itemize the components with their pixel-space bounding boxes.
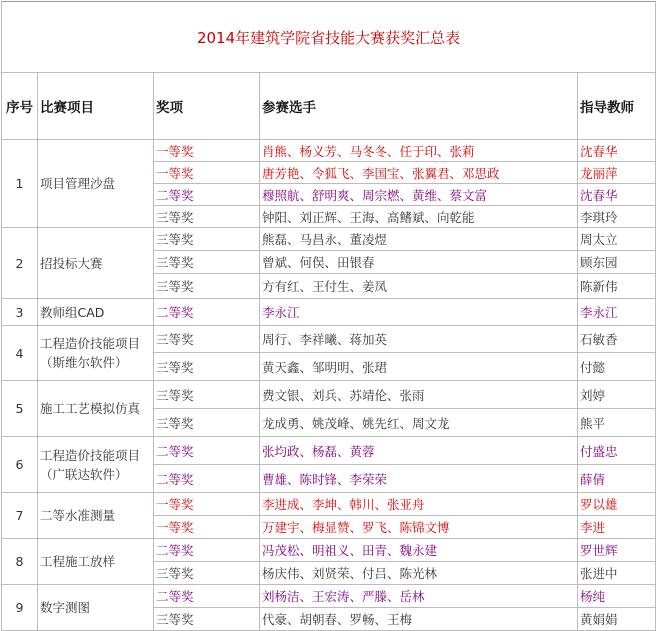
cell-award: 三等奖 [154,251,260,274]
cell-teacher: 付盛忠 [578,437,656,465]
cell-award: 一等奖 [154,140,260,162]
cell-players: 李进成、李坤、韩川、张亚舟 [260,493,578,516]
cell-teacher: 杨纯 [578,585,656,608]
cell-award: 三等奖 [154,381,260,409]
table-row [2,228,656,251]
cell-teacher: 黄娟娟 [578,608,656,631]
cell-award: 二等奖 [154,585,260,608]
cell-teacher: 李永江 [578,299,656,326]
header-teacher: 指导教师 [578,73,656,140]
table-row [2,299,656,326]
cell-event: 招投标大赛 [38,228,154,299]
cell-players: 曾斌、何俣、田银春 [260,251,578,274]
cell-players: 刘杨洁、王宏涛、严滕、岳林 [260,585,578,608]
cell-event: 工程造价技能项目（斯维尔软件） [38,326,154,381]
cell-teacher: 张进中 [578,562,656,585]
cell-teacher: 沈春华 [578,140,656,162]
cell-players: 万建宇、梅显赞、罗飞、陈锦文博 [260,516,578,539]
cell-event: 施工工艺模拟仿真 [38,381,154,437]
cell-players: 曹雄、陈时锋、李荣荣 [260,465,578,493]
cell-teacher: 顾东园 [578,251,656,274]
table-row [2,326,656,353]
cell-teacher: 罗以雄 [578,493,656,516]
award-table [1,1,656,631]
cell-no: 5 [2,381,38,437]
cell-players: 熊磊、马昌永、董凌煜 [260,228,578,251]
cell-award: 一等奖 [154,493,260,516]
table-row [2,539,656,562]
cell-no: 4 [2,326,38,381]
cell-event: 二等水准测量 [38,493,154,539]
cell-event: 项目管理沙盘 [38,140,154,228]
cell-award: 二等奖 [154,465,260,493]
award-summary-document [1,1,658,627]
table-row [2,437,656,465]
cell-players: 黄天鑫、邹明明、张珺 [260,353,578,381]
cell-award: 二等奖 [154,299,260,326]
table-row [2,140,656,162]
cell-teacher: 罗世辉 [578,539,656,562]
cell-teacher: 龙丽萍 [578,162,656,184]
cell-players: 李永江 [260,299,578,326]
cell-award: 三等奖 [154,326,260,353]
table-title: 2014年建筑学院省技能大赛获奖汇总表 [2,2,656,73]
cell-teacher: 周太立 [578,228,656,251]
cell-award: 三等奖 [154,562,260,585]
cell-teacher: 刘婷 [578,381,656,409]
header-award: 奖项 [154,73,260,140]
cell-no: 7 [2,493,38,539]
cell-event: 工程施工放样 [38,539,154,585]
cell-teacher: 石敏香 [578,326,656,353]
cell-award: 三等奖 [154,608,260,631]
cell-players: 张均政、杨磊、黄蓉 [260,437,578,465]
title-row [2,2,656,73]
cell-players: 周行、李祥曦、蒋加英 [260,326,578,353]
cell-players: 龙成勇、姚茂峰、姚先红、周文龙 [260,409,578,437]
cell-award: 三等奖 [154,353,260,381]
cell-teacher: 沈春华 [578,184,656,206]
cell-award: 三等奖 [154,228,260,251]
header-players: 参赛选手 [260,73,578,140]
cell-award: 二等奖 [154,184,260,206]
table-row [2,493,656,516]
header-no: 序号 [2,73,38,140]
cell-event: 数字测图 [38,585,154,631]
cell-no: 2 [2,228,38,299]
cell-players: 冯茂松、明祖义、田青、魏永建 [260,539,578,562]
cell-no: 8 [2,539,38,585]
cell-players: 杨庆伟、刘贤荣、付吕、陈光林 [260,562,578,585]
header-row [2,73,656,140]
cell-award: 一等奖 [154,162,260,184]
cell-award: 二等奖 [154,539,260,562]
cell-award: 三等奖 [154,409,260,437]
cell-event: 工程造价技能项目（广联达软件） [38,437,154,493]
cell-players: 代豪、胡朝春、罗畅、王梅 [260,608,578,631]
cell-no: 9 [2,585,38,631]
cell-award: 三等奖 [154,274,260,299]
table-row [2,381,656,409]
cell-players: 肖熊、杨义芳、马冬冬、任于印、张莉 [260,140,578,162]
cell-no: 3 [2,299,38,326]
table-row [2,585,656,608]
cell-teacher: 陈新伟 [578,274,656,299]
cell-teacher: 李琪玲 [578,206,656,228]
cell-no: 1 [2,140,38,228]
cell-event: 教师组CAD [38,299,154,326]
cell-teacher: 薛倩 [578,465,656,493]
cell-players: 唐芳艳、令狐飞、李国宝、张翼君、邓思政 [260,162,578,184]
cell-award: 三等奖 [154,206,260,228]
cell-players: 费文银、刘兵、苏靖伦、张雨 [260,381,578,409]
cell-teacher: 熊平 [578,409,656,437]
cell-players: 方有红、王付生、姜凤 [260,274,578,299]
cell-award: 一等奖 [154,516,260,539]
cell-teacher: 付懿 [578,353,656,381]
cell-no: 6 [2,437,38,493]
cell-players: 穆照航、舒明爽、周宗燃、黄维、蔡文富 [260,184,578,206]
header-event: 比赛项目 [38,73,154,140]
cell-award: 二等奖 [154,437,260,465]
cell-players: 钟阳、刘正辉、王海、高鳍斌、向乾能 [260,206,578,228]
cell-teacher: 李进 [578,516,656,539]
